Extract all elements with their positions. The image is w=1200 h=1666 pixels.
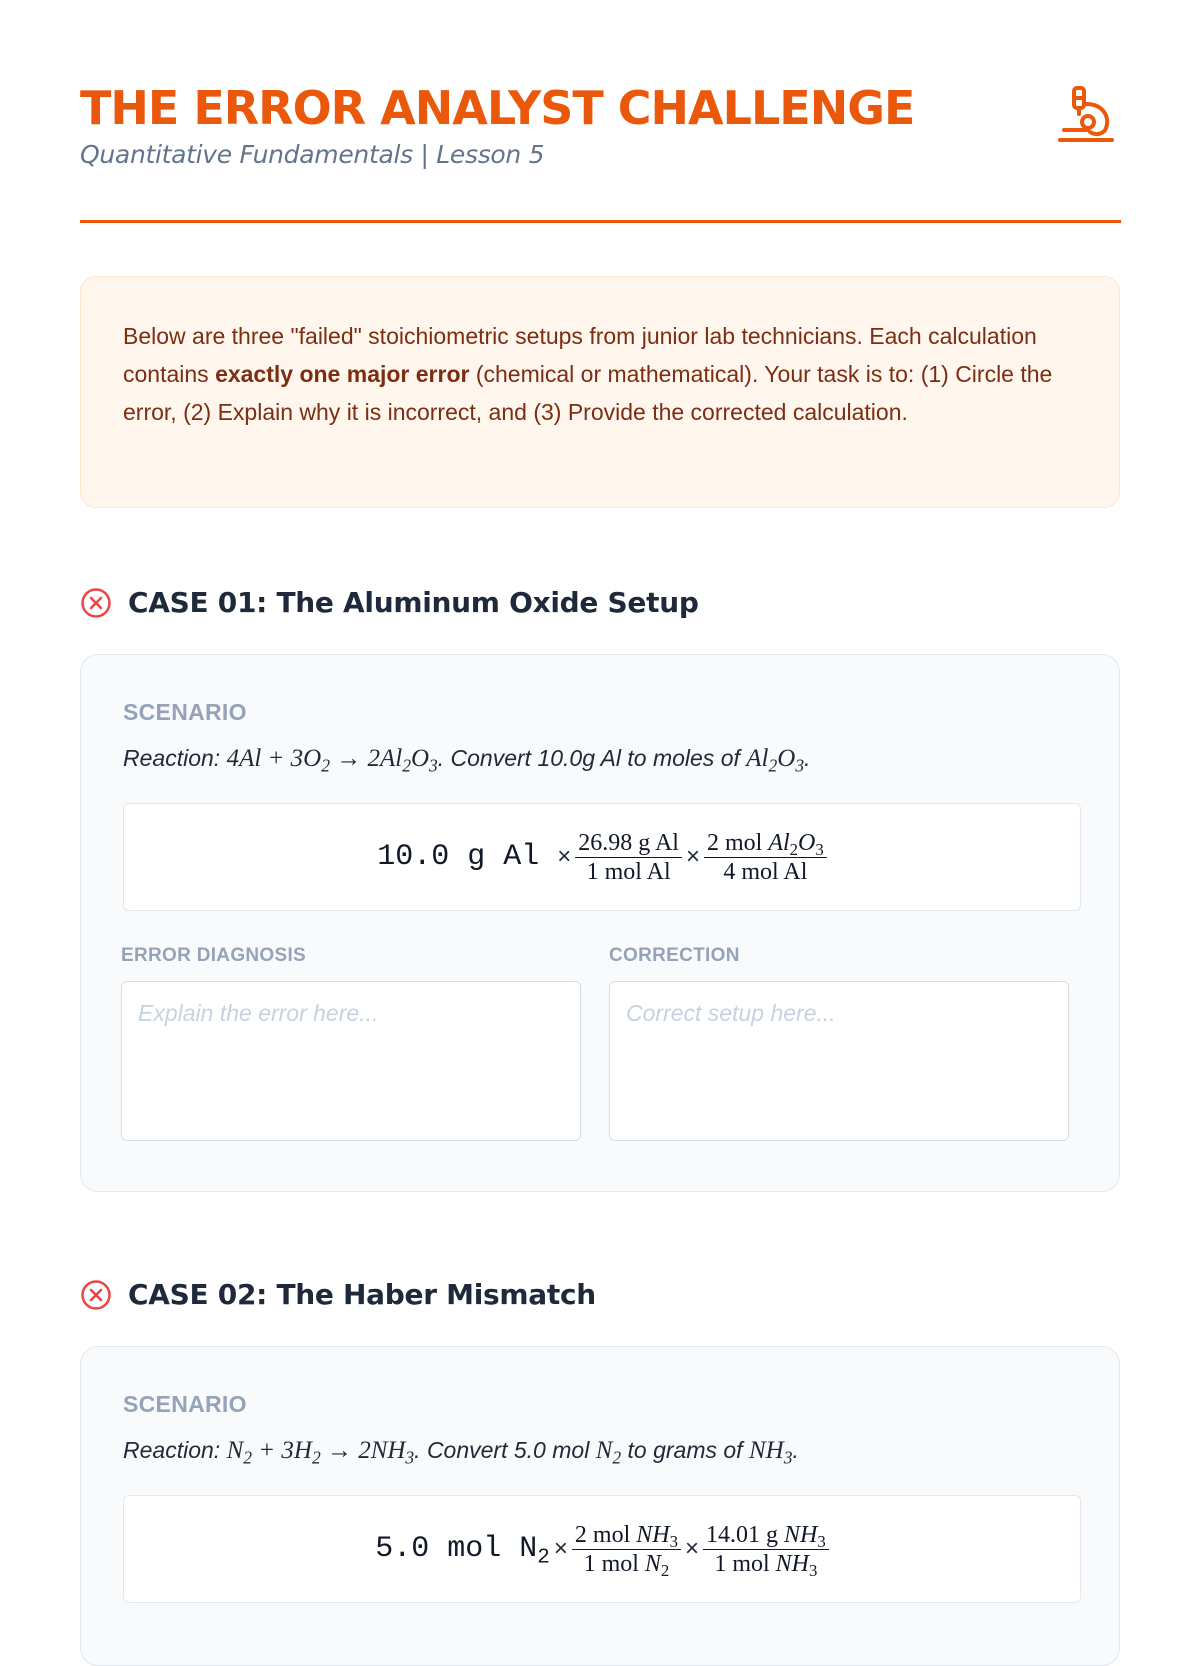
case-1-title: CASE 01: The Aluminum Oxide Setup: [128, 586, 699, 619]
scenario-end: .: [792, 1437, 799, 1463]
factor-2-numerator: 14.01 g $NH_3$: [703, 1521, 829, 1550]
intro-emphasis: exactly one major error: [215, 361, 470, 387]
intro-text-after: (chemical or mathematical). Your task is to: (1) Circle the error, (2) Explain why it is incorrect, and (3) Provide the corrected calculation.: [123, 361, 1053, 425]
conversion-factor-1: [575, 829, 682, 886]
factor-1-denominator: 1 mol Al: [586, 858, 671, 885]
case-1-heading: [80, 586, 699, 619]
start-value: 5.0 mol $N_2$: [375, 1532, 550, 1570]
case-1-setup[interactable]: [123, 803, 1081, 911]
source-compound: $N_2$: [595, 1437, 622, 1468]
conversion-factor-2: [703, 1521, 829, 1578]
scenario-prefix: Reaction:: [123, 745, 227, 771]
times-sign: ×: [553, 1535, 568, 1562]
conversion-factor-2: [704, 829, 827, 886]
factor-2-denominator: 1 mol $NH_3$: [714, 1550, 818, 1580]
case-2-heading: [80, 1278, 596, 1311]
reaction-equation: $N_2 + 3H_2 \to 2NH_3$: [226, 1437, 415, 1468]
factor-2-denominator: 4 mol Al: [723, 858, 808, 885]
start-value-text: 5.0 mol N: [375, 1532, 538, 1566]
factor-1-denominator: 1 mol $N_2$: [583, 1550, 670, 1580]
factor-1-num-text: 2 mol: [574, 1521, 637, 1548]
conversion-factor-1: [572, 1521, 681, 1578]
factor-1-numerator: 26.98 g Al: [575, 829, 682, 858]
error-diagnosis-label: ERROR DIAGNOSIS: [121, 945, 307, 966]
case-2-title: CASE 02: The Haber Mismatch: [128, 1278, 596, 1311]
times-sign: ×: [684, 1535, 699, 1562]
reaction-equation: $4Al + 3O_2 \to 2Al_2O_3$: [226, 745, 438, 776]
header-divider: [80, 220, 1121, 223]
intro-text-before: Below are three "failed" stoichiometric setups from junior lab technicians. Each calculation contains: [123, 323, 1037, 387]
factor-2-den-text: 1 mol: [714, 1550, 776, 1577]
page-title: THE ERROR ANALYST CHALLENGE: [80, 81, 915, 135]
case-2-scenario-label: SCENARIO: [123, 1391, 247, 1417]
target-compound: $Al_2O_3$: [746, 745, 805, 776]
scenario-mid: . Convert 5.0 mol: [414, 1437, 596, 1463]
case-1-scenario-label: SCENARIO: [123, 699, 247, 725]
factor-2-num-text: 14.01 g: [706, 1521, 784, 1548]
factor-2-numerator: 2 mol $Al_2O_3$: [704, 829, 827, 858]
case-2-card: [80, 1346, 1120, 1666]
x-circle-icon: [80, 587, 112, 619]
start-value: 10.0 g Al: [377, 840, 540, 874]
scenario-prefix: Reaction:: [123, 1437, 227, 1463]
times-sign: ×: [557, 843, 572, 870]
page-header: [80, 78, 1120, 169]
scenario-end: .: [804, 745, 811, 771]
page-subtitle: Quantitative Fundamentals | Lesson 5: [80, 140, 545, 169]
times-sign: ×: [685, 843, 700, 870]
correction-label: CORRECTION: [609, 945, 740, 966]
x-circle-icon: [80, 1279, 112, 1311]
case-1-scenario: [123, 745, 811, 776]
instructions-panel: [80, 276, 1120, 508]
factor-2-num-text: 2 mol: [706, 829, 769, 856]
scenario-mid: . Convert 10.0g Al to moles of: [437, 745, 747, 771]
scenario-mid-2: to grams of: [621, 1437, 749, 1463]
factor-1-den-text: 1 mol: [583, 1550, 645, 1577]
case-1-card: [80, 654, 1120, 1192]
target-compound: $NH_3$: [748, 1437, 793, 1468]
case-2-scenario: [123, 1437, 799, 1468]
correction-input[interactable]: [609, 981, 1069, 1141]
case-2-setup[interactable]: [123, 1495, 1081, 1603]
error-diagnosis-input[interactable]: [121, 981, 581, 1141]
factor-1-numerator: 2 mol $NH_3$: [572, 1521, 681, 1550]
microscope-icon: [1056, 82, 1114, 146]
